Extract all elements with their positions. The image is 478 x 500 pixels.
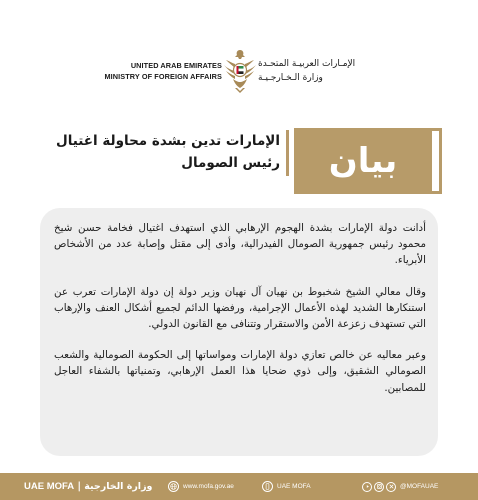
globe-icon <box>168 481 179 492</box>
ministry-name-english <box>92 60 222 82</box>
footer-website-link[interactable] <box>168 480 234 493</box>
youtube-icon[interactable] <box>362 482 372 492</box>
ministry-ar-line1: الإمـارات العربيـة المتحـدة <box>258 59 356 69</box>
ministry-en-line1: UNITED ARAB EMIRATES <box>130 61 222 70</box>
badge-bracket <box>432 128 442 194</box>
title-divider <box>286 130 289 176</box>
website-text: www.mofa.gov.ae <box>183 483 234 490</box>
footer-separator: | <box>77 481 85 492</box>
footer-app-link[interactable] <box>262 480 311 493</box>
page-footer <box>0 473 478 500</box>
social-handle-text: @MOFAUAE <box>400 483 439 490</box>
footer-brand <box>24 479 154 494</box>
ministry-en-line2: MINISTRY OF FOREIGN AFFAIRS <box>104 72 222 81</box>
ministry-name-arabic <box>258 57 378 85</box>
statement-paragraph: وعبر معاليه عن خالص تعازي دولة الإمارات ومواساتها إلى الحكومة الصومالية والشعب الصومالي الشقيق، وإلى ذوي ضحايا هذا العمل الإرهابي، وتمنياتها بالشفاء العاجل للمصابين. <box>54 349 426 394</box>
mobile-phone-icon <box>262 481 273 492</box>
instagram-icon[interactable] <box>374 482 384 492</box>
footer-brand-ar: وزارة الخارجية <box>84 481 153 492</box>
uae-emblem-icon <box>222 46 258 96</box>
ministry-ar-line2: وزارة الـخـارجـيـة <box>258 73 323 83</box>
statement-badge <box>294 128 432 194</box>
footer-brand-en: UAE MOFA <box>24 481 75 492</box>
statement-paragraph: وقال معالي الشيخ شخبوط بن نهيان آل نهيان وزير دولة إن دولة الإمارات تعرب عن استنكارها الشديد لهذه الأعمال الإجرامية، ورفضها الدائم لجميع أشكال العنف والإرهاب التي تستهدف زعزعة الأمن والاستقرار وتتنافى مع القانون الدولي. <box>54 285 426 331</box>
social-icons <box>362 482 396 492</box>
statement-paragraph: أدانت دولة الإمارات بشدة الهجوم الإرهابي الذي استهدف اغتيال فخامة حسن شيخ محمود رئيس جمهورية الصومال الفيدرالية، وأدى إلى مقتل وإصابة عدد من الأشخاص الأبرياء. <box>54 222 426 267</box>
app-label-text: UAE MOFA <box>277 483 311 490</box>
x-twitter-icon[interactable] <box>386 482 396 492</box>
footer-social-links[interactable] <box>362 480 438 493</box>
badge-label: بيان <box>328 141 398 181</box>
statement-title <box>40 130 280 174</box>
statement-card <box>40 208 438 456</box>
title-line2: رئيس الصومال <box>181 155 280 171</box>
page-header <box>0 40 478 106</box>
title-line1: الإمارات تدين بشدة محاولة اغتيال <box>56 133 280 149</box>
